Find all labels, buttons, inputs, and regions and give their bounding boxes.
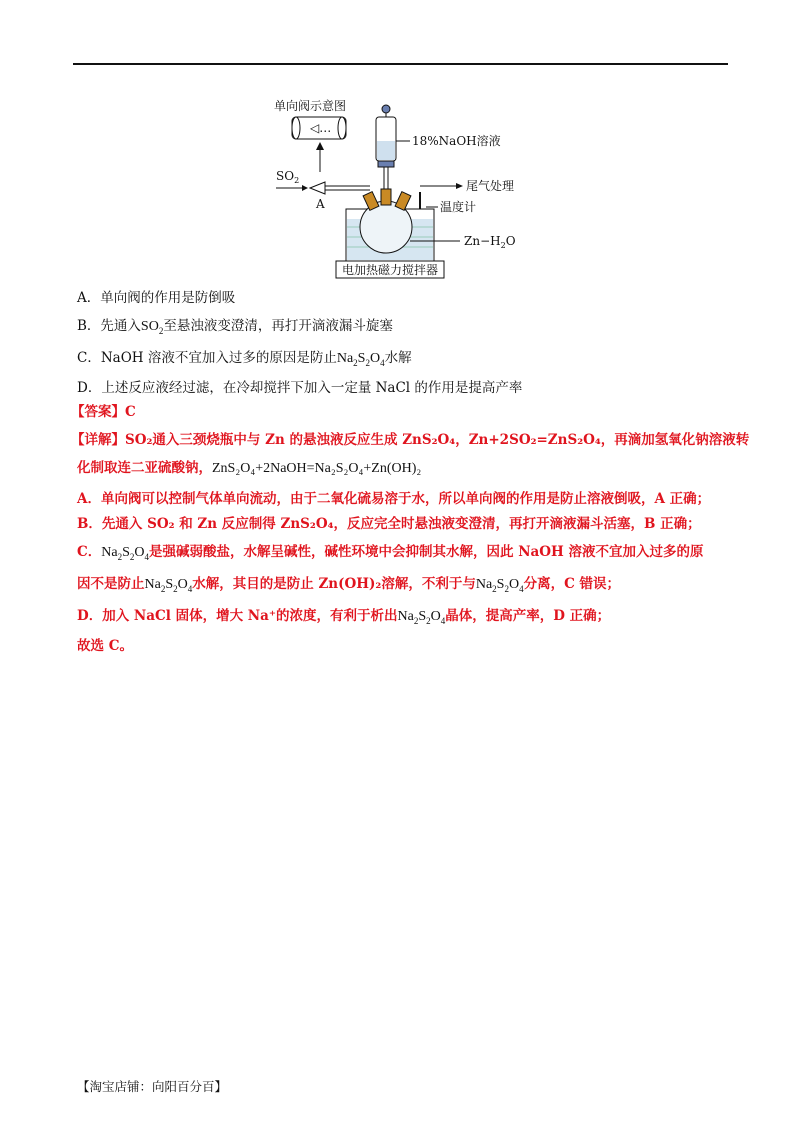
detail-c1: C．$Na_2S_2O_4$是强碱弱酸盐，水解呈碱性，碱性环境中会抑制其水解，因此 NaOH 溶液不宜加入过多的原 (77, 544, 704, 562)
funnel-label: 18%NaOH溶液 (412, 134, 501, 148)
arrow-right-icon (302, 185, 308, 191)
valve-a-icon (310, 182, 325, 194)
detail-b: B．先通入 SO₂ 和 Zn 反应制得 ZnS₂O₄，反应完全时悬浊液变澄清，再打开滴液漏斗活塞，B 正确； (77, 516, 701, 532)
dropping-funnel-icon (376, 105, 396, 193)
valve-caption: 单向阀示意图 (274, 99, 347, 113)
valve-symbol: ◁… (310, 121, 332, 135)
detail-conclusion: 故选 C。 (77, 638, 133, 654)
detail-line2: 化制取连二亚硫酸钠，ZnS₂O₄+2NaOH=Na₂S₂O₄+Zn(OH)₂ (77, 460, 422, 476)
option-c: C．NaOH 溶液不宜加入过多的原因是防止$Na_2S_2O_4$水解 (77, 350, 412, 368)
reaction-equation: ZnS₂O₄+2NaOH=Na₂S₂O₄+Zn(OH)₂ (212, 461, 422, 476)
option-a: A．单向阀的作用是防倒吸 (77, 290, 236, 306)
detail-d: D．加入 NaCl 固体，增大 Na⁺的浓度，有利于析出$Na_2S_2O_4$晶体，提高产率，D 正确； (77, 608, 611, 626)
detail-a: A．单向阀可以控制气体单向流动，由于二氧化硫易溶于水，所以单向阀的作用是防止溶液倒吸，A 正确； (77, 491, 711, 507)
na2s2o4-formula: $Na_2S_2O_4$ (144, 577, 193, 594)
detail-c2: 因不是防止$Na_2S_2O_4$水解，其目的是防止 Zn(OH)₂溶解，不利于与$Na_2S_2O_4$分离，C 错误； (77, 576, 621, 594)
na2s2o4-formula: $Na_2S_2O_4$ (101, 545, 149, 562)
arrow-right-icon (456, 183, 463, 189)
apparatus-figure (270, 97, 530, 279)
thermometer-label: 温度计 (440, 200, 477, 214)
point-a-label: A (316, 197, 325, 211)
stirrer-label: 电加热磁力搅拌器 (342, 263, 439, 277)
na2s2o4-formula: $Na_2S_2O_4$ (336, 351, 385, 368)
option-d: D．上述反应液经过滤，在冷却搅拌下加入一定量 NaCl 的作用是提高产率 (77, 380, 523, 396)
arrow-up-icon (316, 142, 324, 150)
na2s2o4-formula: $Na_2S_2O_4$ (397, 609, 446, 626)
detail-line1: 【详解】SO₂通入三颈烧瓶中与 Zn 的悬浊液反应生成 ZnS₂O₄，Zn+2SO₂=ZnS₂O₄，再滴加氢氧化钠溶液转 (71, 432, 750, 448)
header-rule (73, 63, 728, 65)
so2-formula: $SO_2$ (140, 319, 164, 336)
option-b: B．先通入$SO_2$至悬浊液变澄清，再打开滴液漏斗旋塞 (77, 318, 393, 336)
gas-in-label: $SO_2$ (276, 169, 300, 185)
answer-label: 【答案】C (71, 404, 136, 420)
na2s2o4-formula: $Na_2S_2O_4$ (475, 577, 524, 594)
footer-shop: 【淘宝店铺：向阳百分百】 (77, 1079, 228, 1094)
tail-gas-label: 尾气处理 (466, 179, 515, 193)
mixture-label: $Zn-H_2O$ (464, 234, 516, 250)
